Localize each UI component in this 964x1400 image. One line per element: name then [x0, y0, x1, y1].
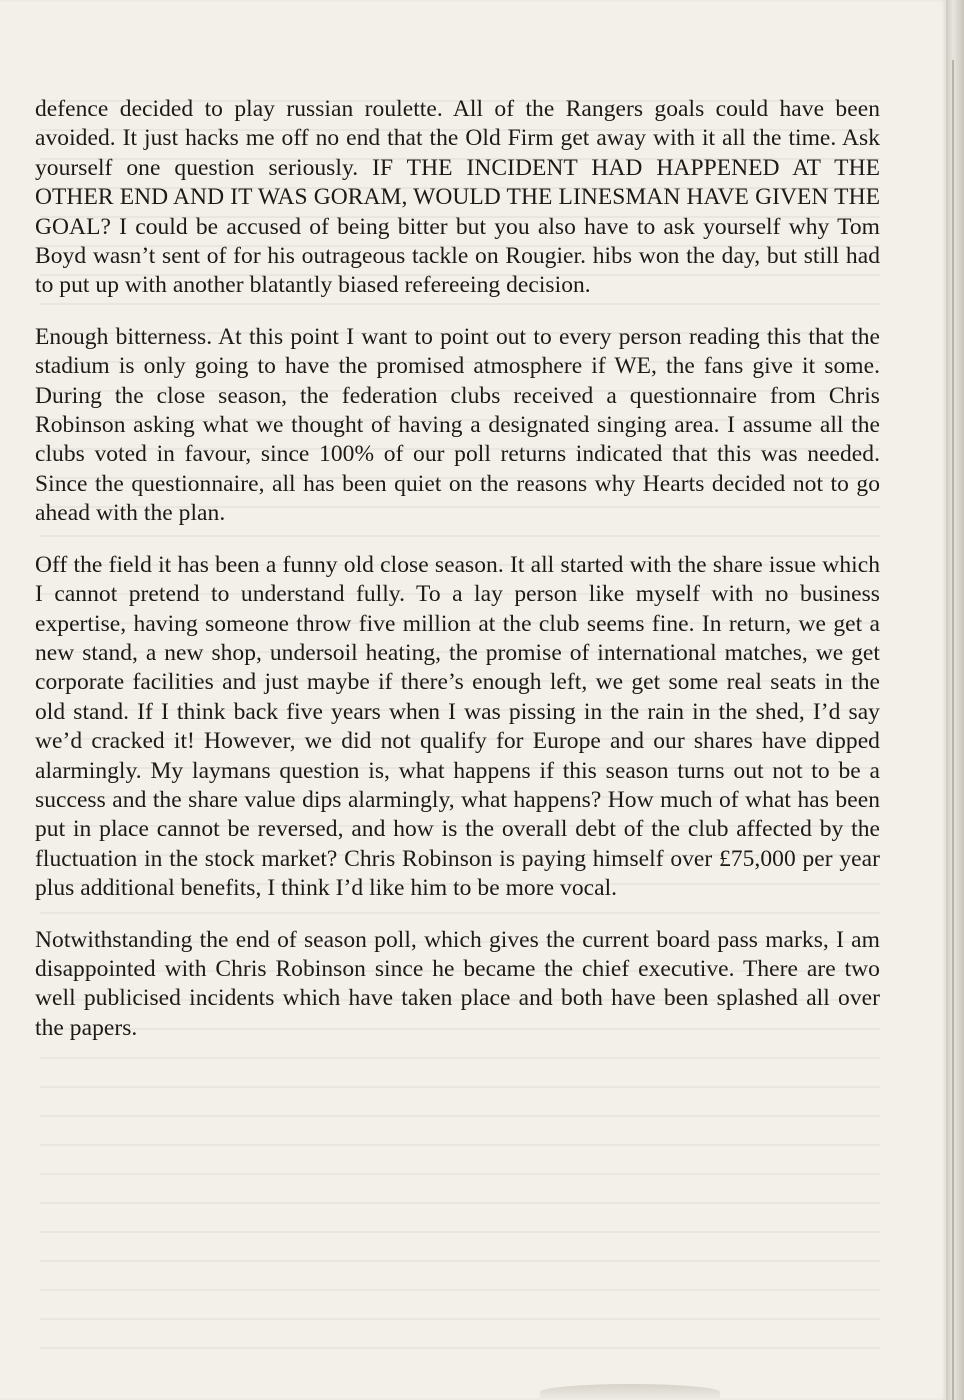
paragraph-4: Notwithstanding the end of season poll, which gives the current board pass marks, I am disappointed with Chris Robinson since he became the chief executive. There are two well publicised incidents which have taken place and both have been splashed all over the papers.	[35, 926, 880, 1041]
paragraph-1: defence decided to play russian roulette. All of the Rangers goals could have been avoided. It just hacks me off no end that the Old Firm get away with it all the time. Ask yourself one question seriously. IF THE INCIDENT HAD HAPPENED AT THE OTHER END AND IT WAS GORAM, WOULD THE LINESMAN HAVE GIVEN THE GOAL? I could be accused of being bitter but you also have to ask yourself why Tom Boyd wasn’t sent of for his outrageous tackle on Rougier. hibs won the day, but still had to put up with another blatantly biased refereeing decision.	[35, 96, 880, 299]
page-curl-shadow	[540, 1384, 720, 1400]
article-body	[35, 95, 880, 1065]
paragraph-2: Enough bitterness. At this point I want to point out to every person reading this that the stadium is only going to have the promised atmosphere if WE, the fans give it some. During the close season, the federation clubs received a questionnaire from Chris Robinson asking what we thought of having a designated singing area. I assume all the clubs voted in favour, since 100% of our poll returns indicated that this was needed. Since the questionnaire, all has been quiet on the reasons why Hearts decided not to go ahead with the plan.	[35, 323, 880, 527]
paragraph-3: Off the field it has been a funny old close season. It all started with the share issue which I cannot pretend to understand fully. To a lay person like myself with no business expertise, having someone throw five million at the club seems fine. In return, we get a new stand, a new shop, undersoil heating, the promise of international matches, we get corporate facilities and just maybe if there’s enough left, we get some real seats in the old stand. If I think back five years when I was pissing in the rain in the shed, I’d say we’d cracked it! However, we did not qualify for Europe and our shares have dipped alarmingly. My laymans question is, what happens if this season turns out not to be a success and the share value dips alarmingly, what happens? How much of what has been put in place cannot be reversed, and how is the overall debt of the club affected by the fluctuation in the stock market? Chris Robinson is paying himself over £75,000 per year plus additional benefits, I think I’d like him to be more vocal.	[35, 551, 880, 902]
adjacent-page-edge	[946, 0, 964, 1400]
